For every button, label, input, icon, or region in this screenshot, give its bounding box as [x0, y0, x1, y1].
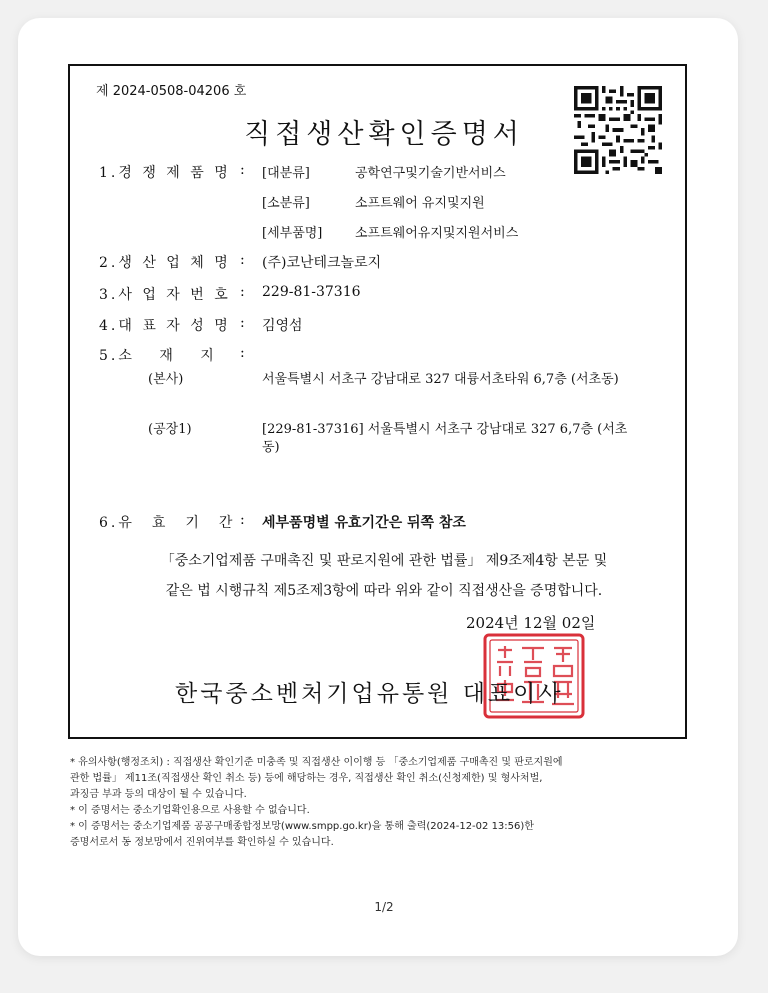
company-colon: :	[240, 252, 245, 268]
factory-label: (공장1)	[148, 422, 192, 437]
ceo-colon: :	[240, 315, 245, 331]
factory-address-line2: 동)	[262, 440, 280, 455]
ceo-value: 김영섬	[262, 318, 303, 334]
validity-label: 6.유 효 기 간	[99, 515, 236, 531]
address-label: 5.소 재 지	[99, 348, 217, 364]
company-value: (주)코난테크놀로지	[262, 255, 382, 271]
product-minor-value: 소프트웨어 유지및지원	[355, 196, 485, 211]
note-line: * 이 증명서는 중소기업확인용으로 사용할 수 없습니다.	[70, 805, 310, 816]
validity-colon: :	[240, 512, 245, 528]
product-minor-tag: [소분류]	[262, 196, 310, 211]
qr-code-icon	[574, 86, 662, 174]
bizno-label: 3.사 업 자 번 호	[99, 287, 231, 303]
ceo-label: 4.대 표 자 성 명	[99, 318, 231, 334]
hq-label: (본사)	[148, 372, 184, 387]
bizno-value: 229-81-37316	[262, 284, 361, 300]
bizno-colon: :	[240, 284, 245, 300]
certificate-title: 직접생산확인증명서	[244, 119, 524, 150]
hq-address: 서울특별시 서초구 강남대로 327 대륭서초타워 6,7층 (서초동)	[262, 372, 619, 387]
factory-address-line1: [229-81-37316] 서울특별시 서초구 강남대로 327 6,7층 (서초	[262, 422, 628, 437]
note-line: * 유의사항(행정조치) : 직접생산 확인기준 미충족 및 직접생산 이이행 등 「중소기업제품 구매촉진 및 판로지원에	[70, 757, 563, 768]
certificate-number: 제 2024-0508-04206 호	[96, 84, 247, 99]
note-line: 과징금 부과 등의 대상이 될 수 있습니다.	[70, 789, 247, 800]
product-detail-value: 소프트웨어유지및지원서비스	[355, 226, 519, 241]
notes-section	[70, 755, 563, 851]
statement-line2: 같은 법 시행규칙 제5조제3항에 따라 위와 같이 직접생산을 증명합니다.	[165, 583, 603, 599]
issue-date: 2024년 12월 02일	[466, 614, 596, 632]
product-label: 1.경 쟁 제 품 명	[99, 165, 231, 181]
product-major-tag: [대분류]	[262, 166, 310, 181]
validity-value: 세부품명별 유효기간은 뒤쪽 참조	[262, 515, 466, 531]
address-colon: :	[240, 345, 245, 361]
note-line: 증명서로서 동 정보망에서 진위여부를 확인하실 수 있습니다.	[70, 837, 334, 848]
product-colon: :	[240, 162, 245, 178]
issuer-name: 한국중소벤처기업유통원 대표이사	[175, 681, 564, 707]
note-line: 관한 법률」 제11조(직접생산 확인 취소 등) 등에 해당하는 경우, 직접생산 확인 취소(신청제한) 및 형사처벌,	[70, 773, 543, 784]
product-detail-tag: [세부품명]	[262, 226, 323, 241]
product-major-value: 공학연구및기술기반서비스	[355, 166, 506, 181]
note-line: * 이 증명서는 중소기업제품 공공구매종합정보망(www.smpp.go.kr)을 통해 출력(2024-12-02 13:56)한	[70, 821, 534, 832]
company-label: 2.생 산 업 체 명	[99, 255, 231, 271]
page-number: 1/2	[374, 900, 394, 914]
statement-line1: 「중소기업제품 구매촉진 및 판로지원에 관한 법률」 제9조제4항 본문 및	[160, 553, 608, 569]
